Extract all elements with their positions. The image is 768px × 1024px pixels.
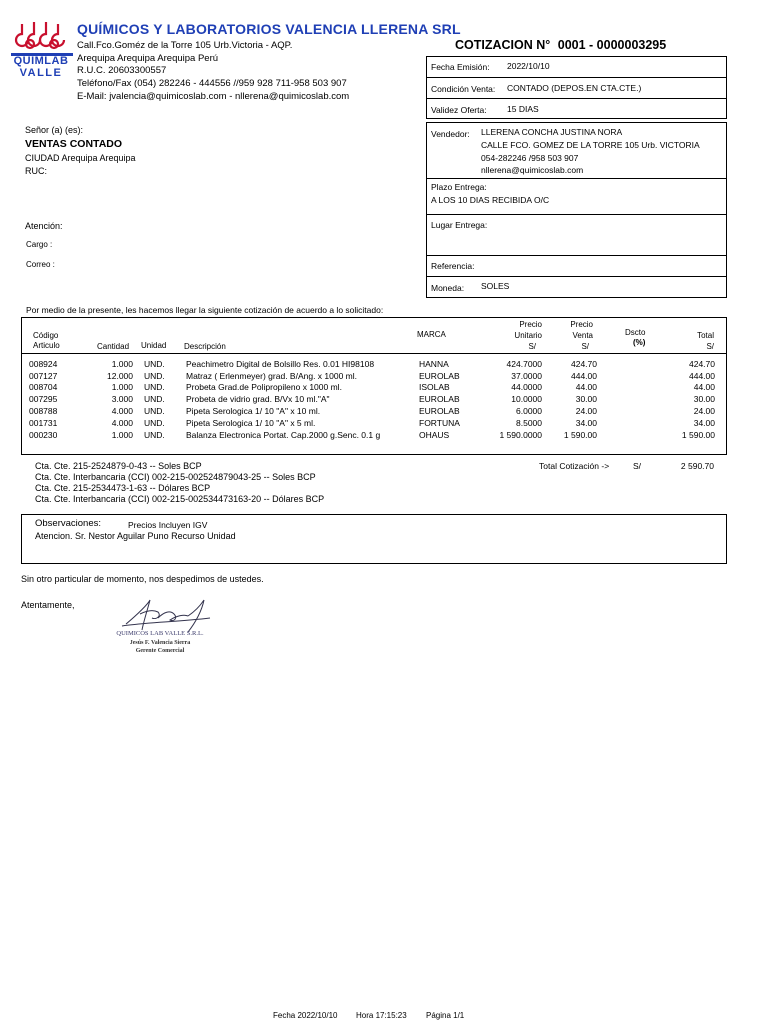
cell-pu: 10.0000 [511,394,542,404]
condicion-value: CONTADO (DEPOS.EN CTA.CTE.) [507,83,642,93]
header-total-1: Total [697,331,714,340]
cell-codigo: 007295 [29,394,58,404]
cell-pu: 44.0000 [511,382,542,392]
footer-pagina: Página 1/1 [426,1011,465,1020]
vendedor-address: CALLE FCO. GOMEZ DE LA TORRE 105 Urb. VICTORIA [481,140,700,150]
moneda-label: Moneda: [431,283,465,293]
cell-descripcion: Matraz ( Erlenmeyer) grad. B/Ang. x 1000 ml. [186,371,358,381]
cell-marca: FORTUNA [419,418,460,428]
cargo-label: Cargo : [26,240,53,249]
condicion-label: Condición Venta: [431,84,496,94]
footer-fecha: Fecha 2022/10/10 [273,1011,338,1020]
cell-cantidad: 4.000 [111,406,133,416]
table-row [29,418,719,430]
cell-descripcion: Pipeta Serologica 1/ 10 "A" x 5 ml. [186,418,316,428]
cell-pu: 37.0000 [511,371,542,381]
correo-label: Correo : [26,260,55,269]
fecha-value: 2022/10/10 [507,61,550,71]
company-address: Call.Fco.Goméz de la Torre 105 Urb.Victoria - AQP. [77,40,293,51]
vendedor-name: LLERENA CONCHA JUSTINA NORA [481,127,623,137]
validez-value: 15 DIAS [507,104,539,114]
cell-pv: 34.00 [575,418,597,428]
header-dscto-2: (%) [633,338,646,347]
cell-pu: 8.5000 [516,418,542,428]
cell-unidad: UND. [144,394,165,404]
referencia-label: Referencia: [431,261,475,271]
cell-marca: EUROLAB [419,406,460,416]
account-line: Cta. Cte. 215-2524879-0-43 -- Soles BCP [35,461,202,471]
cell-descripcion: Pipeta Serologica 1/ 10 "A" x 10 ml. [186,406,321,416]
cell-cantidad: 3.000 [111,394,133,404]
cell-descripcion: Probeta de vidrio grad. B/Vx 10 ml."A" [186,394,330,404]
cell-unidad: UND. [144,382,165,392]
cell-codigo: 007127 [29,371,58,381]
vendedor-phone: 054-282246 /958 503 907 [481,153,579,163]
cell-total: 30.00 [693,394,715,404]
total-currency: S/ [633,461,642,471]
header-dscto-1: Dscto [625,328,646,337]
cell-codigo: 001731 [29,418,58,428]
header-codigo-2: Articulo [33,341,60,350]
signature-name: Jesús F. Valencia Sierra [129,640,191,646]
header-descripcion: Descripción [184,342,226,351]
quote-number: 0001 - 0000003295 [557,38,667,52]
header-total-2: S/ [706,342,714,351]
company-city: Arequipa Arequipa Arequipa Perú [77,53,219,64]
cell-marca: EUROLAB [419,371,460,381]
atentamente-text: Atentamente, [21,600,75,610]
cell-unidad: UND. [144,406,165,416]
client-ruc-label: RUC: [25,166,47,176]
table-row [29,430,719,442]
header-pu-1: Precio [519,320,542,329]
cell-descripcion: Balanza Electronica Portat. Cap.2000 g.Senc. 0.1 g [186,430,381,440]
header-marca: MARCA [417,330,446,339]
cell-total: 24.00 [693,406,715,416]
observaciones-text: Atencion. Sr. Nestor Aguilar Puno Recurso Unidad [35,531,236,541]
cell-descripcion: Peachimetro Digital de Bolsillo Res. 0.01 HI98108 [186,359,375,369]
cell-pv: 1 590.00 [563,430,597,440]
client-city: CIUDAD Arequipa Arequipa [25,153,136,163]
observaciones-label: Observaciones: [35,518,102,529]
header-pv-2: Venta [572,331,593,340]
table-row [29,406,719,418]
cell-cantidad: 4.000 [111,418,133,428]
logo-text-top: QUIMLAB [13,55,69,67]
cell-codigo: 008788 [29,406,58,416]
header-codigo-1: Código [33,331,59,340]
header-pu-3: S/ [528,342,536,351]
cell-cantidad: 12.000 [107,371,133,381]
cell-unidad: UND. [144,371,165,381]
cell-pv: 44.00 [575,382,597,392]
signature-role: Gerente Comercial [135,648,185,654]
lugar-label: Lugar Entrega: [431,220,488,230]
cell-codigo: 000230 [29,430,58,440]
cell-marca: EUROLAB [419,394,460,404]
cell-pv: 24.00 [575,406,597,416]
header-pv-1: Precio [570,320,593,329]
footer-hora: Hora 17:15:23 [356,1011,407,1020]
header-cantidad: Cantidad [97,342,130,351]
cell-total: 424.70 [689,359,715,369]
senor-label: Señor (a) (es): [25,125,84,135]
cell-cantidad: 1.000 [111,359,133,369]
company-phone: Teléfono/Fax (054) 282246 - 444556 //959 928 711-958 503 907 [77,78,347,89]
cell-codigo: 008704 [29,382,58,392]
quote-title-label: COTIZACION N° [455,38,551,52]
vendedor-label: Vendedor: [431,129,470,139]
header-pv-3: S/ [581,342,589,351]
cell-pu: 424.7000 [506,359,542,369]
cell-total: 34.00 [693,418,715,428]
logo-text-bottom: VALLE [19,67,63,79]
client-name: VENTAS CONTADO [25,138,123,150]
cell-codigo: 008924 [29,359,58,369]
cell-marca: ISOLAB [419,382,450,392]
cell-pv: 424.70 [571,359,597,369]
signature-company: QUIMICOS LAB VALLE S.R.L. [116,630,204,637]
cell-cantidad: 1.000 [111,430,133,440]
header-pu-2: Unitario [514,331,542,340]
total-value: 2 590.70 [680,461,714,471]
account-line: Cta. Cte. Interbancaria (CCI) 002-215-002524879043-25 -- Soles BCP [35,472,316,482]
closing-text: Sin otro particular de momento, nos despedimos de ustedes. [21,574,264,584]
plazo-value: A LOS 10 DIAS RECIBIDA O/C [431,195,550,205]
cell-marca: HANNA [419,359,449,369]
cell-cantidad: 1.000 [111,382,133,392]
account-line: Cta. Cte. Interbancaria (CCI) 002-215-002534473163-20 -- Dólares BCP [35,494,325,504]
company-name: QUÍMICOS Y LABORATORIOS VALENCIA LLERENA SRL [77,21,461,37]
cell-pv: 444.00 [571,371,597,381]
cell-pu: 1 590.0000 [499,430,542,440]
header-unidad: Unidad [141,341,167,350]
cell-unidad: UND. [144,418,165,428]
cell-pu: 6.0000 [516,406,542,416]
vendedor-email: nllerena@quimicoslab.com [481,165,584,175]
plazo-label: Plazo Entrega: [431,182,487,192]
quote-title [455,38,666,52]
cell-unidad: UND. [144,430,165,440]
cell-pv: 30.00 [575,394,597,404]
table-row [29,359,719,371]
cell-total: 444.00 [689,371,715,381]
company-ruc: R.U.C. 20603300557 [77,65,167,76]
cell-descripcion: Probeta Grad.de Polipropileno x 1000 ml. [186,382,342,392]
cell-total: 44.00 [693,382,715,392]
cell-total: 1 590.00 [681,430,715,440]
validez-label: Validez Oferta: [431,105,487,115]
cell-unidad: UND. [144,359,165,369]
cell-marca: OHAUS [419,430,450,440]
account-line: Cta. Cte. 215-2534473-1-63 -- Dólares BCP [35,483,211,493]
observaciones-note: Precios Incluyen IGV [128,520,208,530]
moneda-value: SOLES [481,281,510,291]
total-label: Total Cotización -> [539,461,610,471]
table-row [29,382,719,394]
intro-text: Por medio de la presente, les hacemos llegar la siguiente cotización de acuerdo a lo solicitado: [26,305,384,315]
fecha-label: Fecha Emisión: [431,62,490,72]
company-email: E-Mail: jvalencia@quimicoslab.com - nllerena@quimicoslab.com [77,91,350,102]
atencion-label: Atención: [25,221,63,231]
table-row [29,394,719,406]
